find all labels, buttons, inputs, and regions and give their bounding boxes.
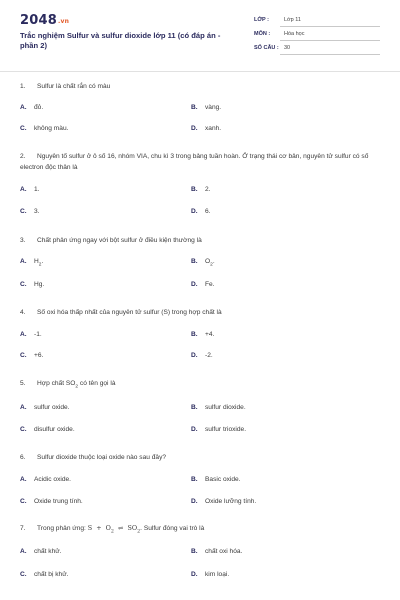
option-letter: A.: [20, 331, 27, 338]
option-letter: D.: [191, 352, 198, 359]
option-text: Acidic oxide.: [34, 476, 72, 483]
option-d[interactable]: [191, 125, 221, 132]
option-c[interactable]: [20, 125, 68, 132]
question-body: Chất phản ứng ngay với bột sulfur ở điều kiện thường là: [37, 237, 202, 244]
option-text: đỏ.: [34, 104, 44, 111]
option-a[interactable]: [20, 548, 62, 555]
option-b[interactable]: [191, 258, 215, 267]
question-number: 7.: [20, 525, 26, 532]
option-letter: A.: [20, 258, 27, 265]
option-text: Fe.: [205, 281, 215, 288]
option-c[interactable]: [20, 426, 75, 433]
question-body: Sulfur dioxide thuộc loại oxide nào sau đây?: [37, 454, 167, 461]
option-text: 2.: [205, 186, 211, 193]
option-text: Hg.: [34, 281, 45, 288]
meta-subject-value: Hóa học: [284, 31, 305, 37]
subscript: 2: [137, 529, 141, 535]
option-b[interactable]: [191, 186, 211, 193]
option-letter: A.: [20, 186, 27, 193]
option-letter: B.: [191, 548, 198, 555]
question-2: [20, 151, 380, 173]
meta-count-value: 30: [284, 45, 291, 51]
question-3: [20, 235, 380, 246]
option-text-tail: .: [212, 258, 215, 265]
option-a[interactable]: [20, 258, 43, 267]
product-so2: SO: [127, 524, 138, 532]
option-c[interactable]: [20, 498, 83, 505]
option-d[interactable]: [191, 352, 213, 359]
option-a[interactable]: [20, 186, 40, 193]
question-body: Số oxi hóa thấp nhất của nguyên tử sulfur (S) trong hợp chất là: [37, 309, 222, 316]
question-text: [20, 307, 380, 318]
option-text: Oxide trung tính.: [34, 498, 83, 505]
reaction-arrow-icon: ⇌: [118, 524, 124, 532]
question-body: Nguyên tố sulfur ở ô số 16, nhóm VIA, chu kì 3 trong bảng tuần hoàn. Ở trạng thái cơ bản, nguyên tử sulfur có số electron độc thân là: [20, 153, 369, 171]
question-text: [20, 378, 380, 392]
option-text: sulfur dioxide.: [205, 404, 246, 411]
option-a[interactable]: [20, 476, 71, 483]
logo-suffix: .vn: [57, 18, 70, 25]
question-number: 2.: [20, 153, 26, 160]
reaction-equation: [87, 524, 141, 535]
question-body-tail: có tên gọi là: [78, 380, 116, 387]
question-text: [20, 235, 380, 246]
option-text: xanh.: [205, 125, 222, 132]
option-text: sulfur trioxide.: [205, 426, 247, 433]
question-number: 5.: [20, 380, 26, 387]
meta-class-value: Lớp 11: [284, 17, 301, 23]
option-text: chất bị khử.: [34, 571, 69, 578]
option-letter: C.: [20, 571, 27, 578]
option-text: chất khử.: [34, 548, 62, 555]
option-b[interactable]: [191, 404, 246, 411]
plus-sign: +: [96, 524, 102, 532]
divider: [280, 54, 380, 55]
subscript: 2: [210, 262, 213, 268]
option-letter: B.: [191, 404, 198, 411]
subscript: 2: [75, 384, 79, 390]
meta-count: [254, 42, 380, 56]
option-letter: D.: [191, 281, 198, 288]
meta-class: [254, 14, 380, 28]
question-number: 1.: [20, 83, 26, 90]
option-letter: A.: [20, 476, 27, 483]
question-body: Trong phản ứng:: [37, 525, 88, 532]
option-letter: A.: [20, 104, 27, 111]
subscript: 2: [110, 529, 114, 535]
header-divider: [0, 71, 400, 72]
meta-class-label: LỚP :: [254, 17, 269, 23]
option-text: vàng.: [205, 104, 222, 111]
question-1: [20, 81, 380, 92]
option-letter: D.: [191, 571, 198, 578]
page-header: [0, 0, 400, 72]
option-b[interactable]: [191, 104, 221, 111]
option-text: kim loại.: [205, 571, 230, 578]
option-text: -2.: [205, 352, 213, 359]
question-body-tail: . Sulfur đóng vai trò là: [140, 525, 205, 532]
option-letter: B.: [191, 331, 198, 338]
question-number: 3.: [20, 237, 26, 244]
option-letter: C.: [20, 498, 27, 505]
reactant-oxygen: O: [105, 524, 111, 532]
option-letter: D.: [191, 125, 198, 132]
option-letter: D.: [191, 498, 198, 505]
question-body: Sulfur là chất rắn có màu: [37, 83, 111, 90]
question-6: [20, 452, 380, 463]
option-text: 1.: [34, 186, 40, 193]
option-text: +6.: [34, 352, 44, 359]
reactant-sulfur: S: [87, 524, 93, 532]
logo-text: 2048: [20, 13, 57, 28]
option-text: không màu.: [34, 125, 69, 132]
option-text-tail: .: [41, 258, 44, 265]
question-body: Hợp chất SO: [37, 380, 76, 387]
option-letter: D.: [191, 426, 198, 433]
option-text: Oxide lưỡng tính.: [205, 498, 257, 505]
option-text: Basic oxide.: [205, 476, 241, 483]
option-d[interactable]: [191, 281, 215, 288]
option-letter: B.: [191, 186, 198, 193]
option-d[interactable]: [191, 498, 256, 505]
option-c[interactable]: [20, 352, 43, 359]
option-text: 3.: [34, 208, 40, 215]
option-letter: C.: [20, 426, 27, 433]
option-letter: D.: [191, 208, 198, 215]
option-a[interactable]: [20, 104, 43, 111]
option-text: H: [34, 258, 39, 265]
option-d[interactable]: [191, 426, 246, 433]
question-text: [20, 81, 380, 92]
question-number: 4.: [20, 309, 26, 316]
option-text: 6.: [205, 208, 211, 215]
question-5: [20, 378, 380, 392]
option-text: +4.: [205, 331, 215, 338]
option-c[interactable]: [20, 571, 68, 578]
meta-count-label: SỐ CÂU :: [254, 45, 279, 51]
divider: [280, 26, 380, 27]
question-text: [20, 151, 380, 173]
question-number: 6.: [20, 454, 26, 461]
option-letter: C.: [20, 281, 27, 288]
option-b[interactable]: [191, 548, 242, 555]
option-text: O: [205, 258, 211, 265]
question-4: [20, 307, 380, 318]
option-c[interactable]: [20, 281, 44, 288]
option-text: sulfur oxide.: [34, 404, 70, 411]
divider: [280, 40, 380, 41]
option-text: -1.: [34, 331, 42, 338]
option-letter: C.: [20, 125, 27, 132]
option-letter: B.: [191, 476, 198, 483]
meta-subject-label: MÔN :: [254, 31, 271, 37]
page-title: Trắc nghiệm Sulfur và sulfur dioxide lớp 11 (có đáp án - phần 2): [20, 31, 221, 50]
option-letter: B.: [191, 258, 198, 265]
meta-subject: [254, 28, 380, 42]
option-d[interactable]: [191, 571, 229, 578]
subscript: 2: [38, 262, 42, 268]
option-letter: B.: [191, 104, 198, 111]
option-a[interactable]: [20, 331, 42, 338]
question-text: [20, 452, 380, 463]
option-letter: C.: [20, 208, 27, 215]
option-b[interactable]: [191, 331, 214, 338]
question-text: [20, 523, 380, 537]
site-logo[interactable]: [20, 13, 69, 28]
option-letter: C.: [20, 352, 27, 359]
option-text: disulfur oxide.: [34, 426, 75, 433]
option-a[interactable]: [20, 404, 70, 411]
option-d[interactable]: [191, 208, 211, 215]
option-letter: A.: [20, 404, 27, 411]
option-letter: A.: [20, 548, 27, 555]
option-text: chất oxi hóa.: [205, 548, 243, 555]
option-c[interactable]: [20, 208, 40, 215]
question-7: [20, 523, 380, 537]
option-b[interactable]: [191, 476, 241, 483]
